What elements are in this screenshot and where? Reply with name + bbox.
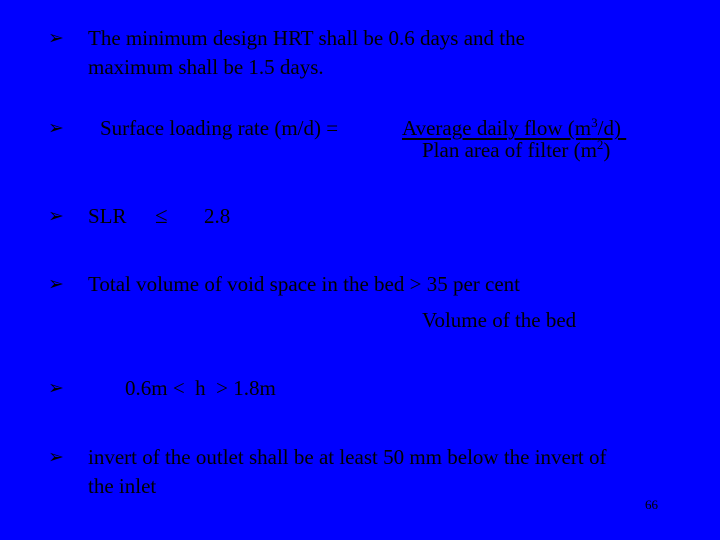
page-number: 66 — [645, 497, 658, 512]
outlet-invert-line-1: invert of the outlet shall be at least 50 mm below the invert of — [88, 445, 607, 469]
slr-operator: ≤ — [155, 203, 168, 228]
outlet-invert-line-2: the inlet — [88, 474, 157, 498]
slr-formula-numerator: Average daily flow $(m^3/d)$ — [402, 115, 621, 140]
void-space-line-1: Total volume of void space in the bed > 35 per cent — [88, 272, 520, 296]
bullet-arrow-icon: ➢ — [48, 27, 64, 49]
slr-formula-lhs: Surface loading rate (m/d) = — [100, 116, 339, 140]
bullet-arrow-icon: ➢ — [48, 273, 64, 295]
slr-formula-denominator: Plan area of filter $(m^2)$ — [422, 137, 611, 162]
void-space-line-2: Volume of the bed — [422, 308, 577, 332]
hrt-line-1: The minimum design HRT shall be 0.6 days and the — [88, 26, 525, 50]
slr-label: SLR — [88, 204, 127, 228]
hrt-line-2: maximum shall be 1.5 days. — [88, 55, 324, 79]
bullet-arrow-icon: ➢ — [48, 446, 64, 468]
bullet-arrow-icon: ➢ — [48, 377, 64, 399]
slr-value: 2.8 — [204, 204, 231, 228]
bullet-arrow-icon: ➢ — [48, 205, 64, 227]
depth-range: 0.6m < h > 1.8m — [125, 376, 276, 400]
bullet-arrow-icon: ➢ — [48, 117, 64, 139]
